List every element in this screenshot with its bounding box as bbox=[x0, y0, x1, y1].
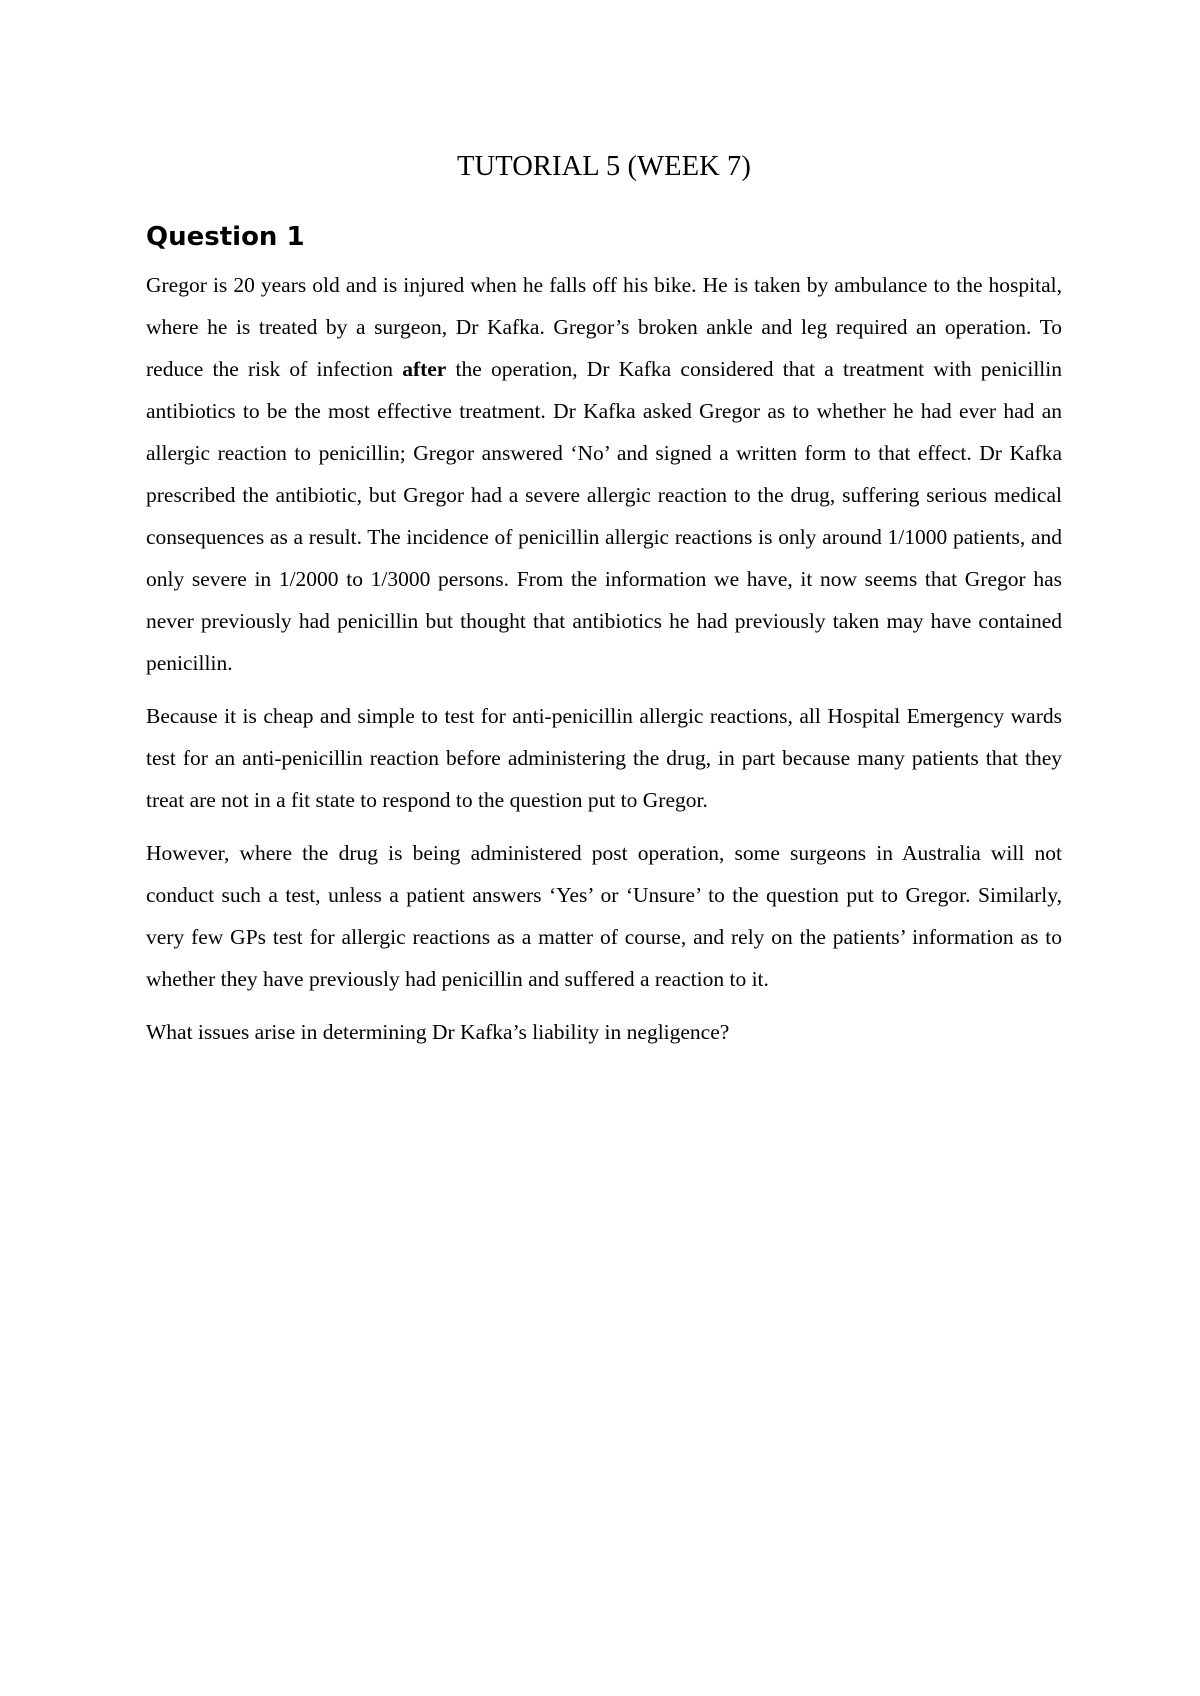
question-prompt: What issues arise in determining Dr Kafka’s liability in negligence? bbox=[146, 1020, 730, 1044]
emphasized-word-after: after bbox=[402, 357, 447, 381]
document-body bbox=[146, 145, 1062, 1053]
document-title: TUTORIAL 5 (WEEK 7) bbox=[457, 151, 751, 182]
paragraph-surgeon-practice: However, where the drug is being administered post operation, some surgeons in Australia will not conduct such a test, unless a patient answers ‘Yes’ or ‘Unsure’ to the question put to Gregor. Similarly, very few GPs test for allergic reactions as a matter of course, and rely on the patients’ information as to whether they have previously had penicillin and suffered a reaction to it. bbox=[146, 841, 1062, 991]
paragraph-hospital-testing: Because it is cheap and simple to test for anti-penicillin allergic reactions, all Hospital Emergency wards test for an anti-penicillin reaction before administering the drug, in part because many patients that they treat are not in a fit state to respond to the question put to Gregor. bbox=[146, 704, 1062, 812]
paragraph-facts-end: the operation, Dr Kafka considered that a treatment with penicillin antibiotics to be the most effective treatment. Dr Kafka asked Gregor as to whether he had ever had an allergic reaction to penicillin; Gregor answered ‘No’ and signed a written form to that effect. Dr Kafka prescribed the antibiotic, but Gregor had a severe allergic reaction to the drug, suffering serious medical consequences as a result. The incidence of penicillin allergic reactions is only around 1/1000 patients, and only severe in 1/2000 to 1/3000 persons. From the information we have, it now seems that Gregor has never previously had penicillin but thought that antibiotics he had previously taken may have contained penicillin. bbox=[146, 357, 1062, 675]
paragraph-facts bbox=[146, 264, 1062, 684]
paragraph-facts-start: Gregor is 20 years old and is injured when he falls off his bike. He is taken by ambulance to the hospital, where he is treated by a surgeon, Dr Kafka. Gregor’s broken ankle and leg required an operation. To reduce the risk of infection bbox=[146, 273, 1062, 381]
question-heading: Question 1 bbox=[146, 222, 305, 252]
